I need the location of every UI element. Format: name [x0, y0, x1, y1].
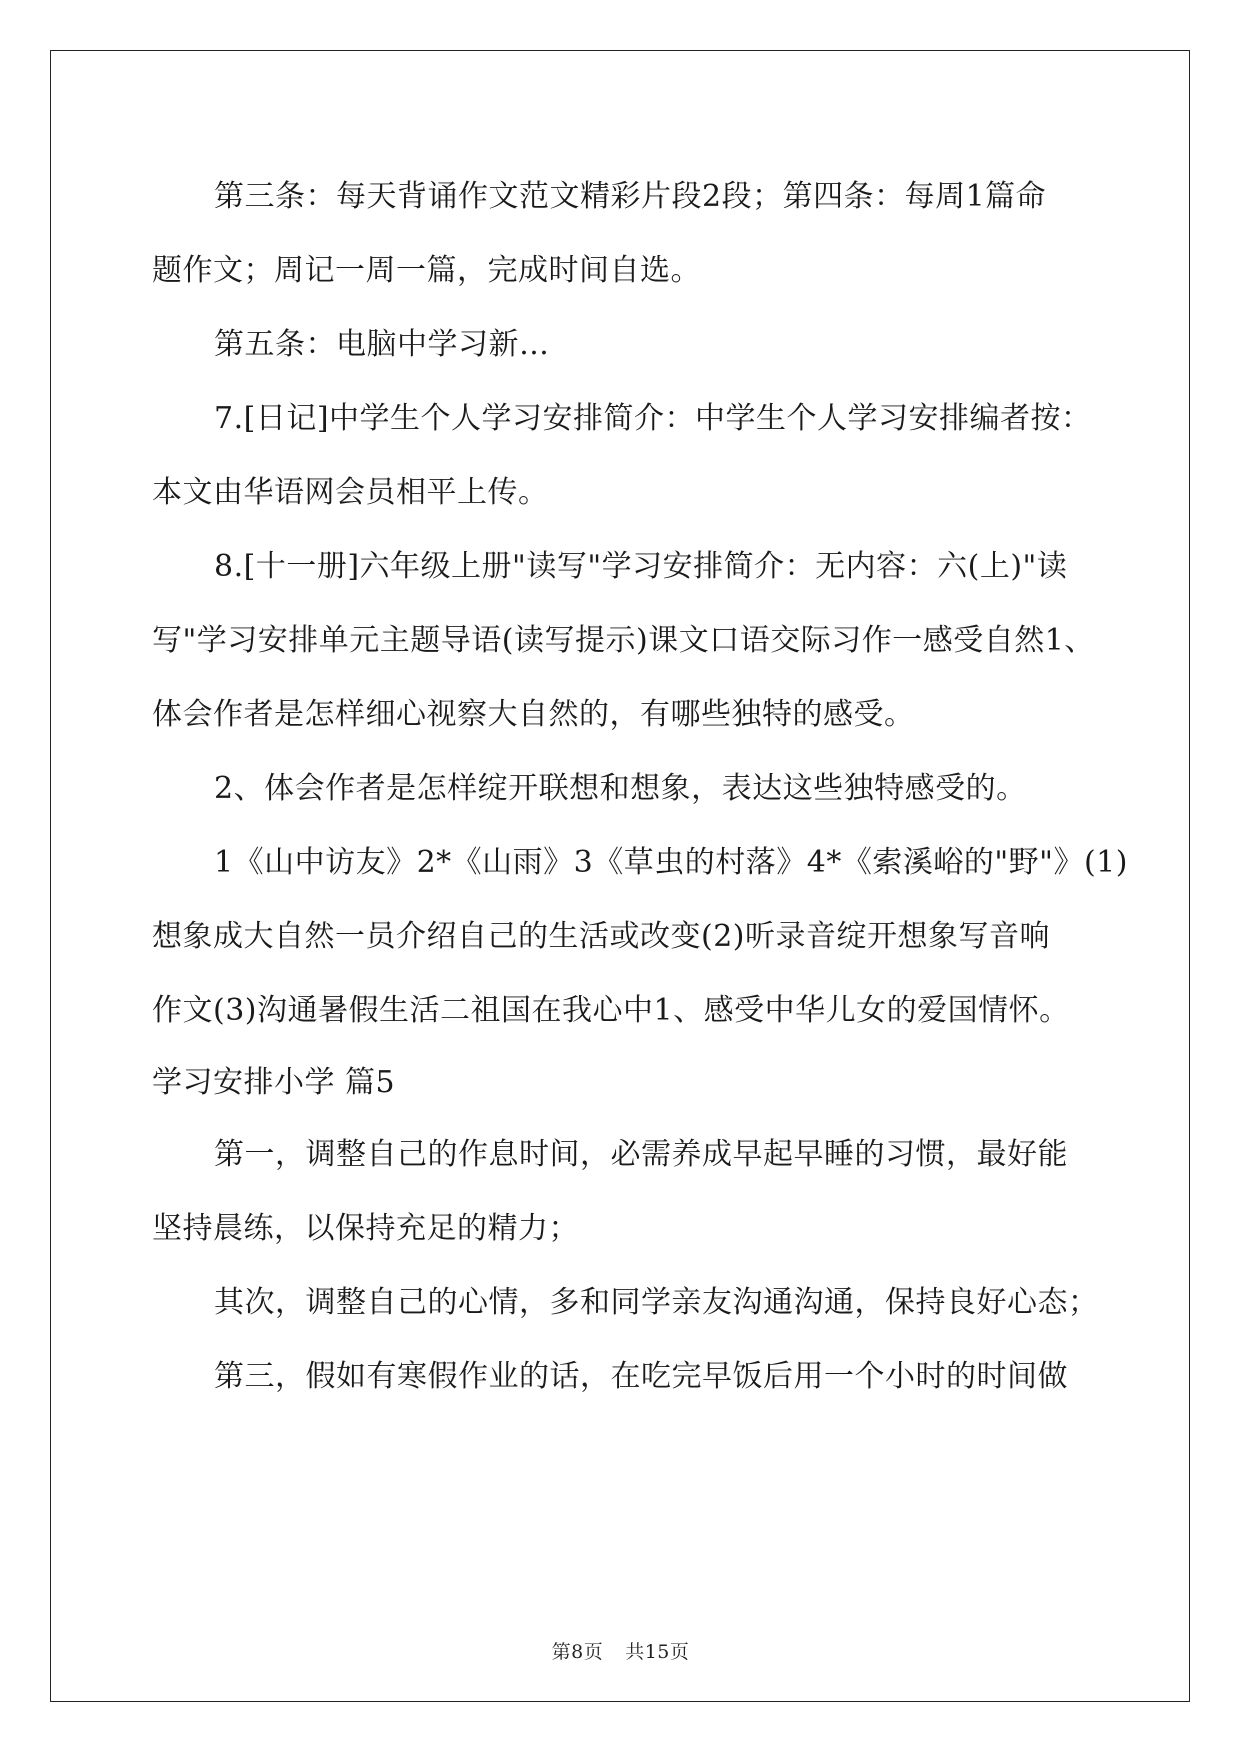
text-line: 2、体会作者是怎样绽开联想和想象，表达这些独特感受的。 [214, 771, 1027, 806]
text-line: 想象成大自然一员介绍自己的生活或改变(2)听录音绽开想象写音响 [152, 919, 1050, 954]
text-line: 1《山中访友》2*《山雨》3《草虫的村落》4*《索溪峪的"野"》(1) [214, 845, 1128, 880]
text-line: 写"学习安排单元主题导语(读写提示)课文口语交际习作一感受自然1、 [152, 623, 1095, 658]
page-footer [0, 1637, 1241, 1664]
text-line: 题作文；周记一周一篇，完成时间自选。 [152, 253, 701, 288]
text-line: 第三条：每天背诵作文范文精彩片段2段；第四条：每周1篇命 [214, 179, 1047, 214]
text-line: 坚持晨练，以保持充足的精力； [152, 1211, 579, 1246]
page-total: 共15页 [625, 1641, 690, 1663]
text-line: 7.[日记]中学生个人学习安排简介：中学生个人学习安排编者按： [214, 401, 1092, 436]
text-line: 第五条：电脑中学习新… [214, 327, 550, 362]
text-line: 其次，调整自己的心情，多和同学亲友沟通沟通，保持良好心态； [214, 1285, 1099, 1320]
text-line: 作文(3)沟通暑假生活二祖国在我心中1、感受中华儿女的爱国情怀。 [152, 993, 1070, 1028]
page-number: 第8页 [551, 1641, 604, 1663]
text-line: 体会作者是怎样细心视察大自然的，有哪些独特的感受。 [152, 697, 915, 732]
text-line: 第三，假如有寒假作业的话，在吃完早饭后用一个小时的时间做 [214, 1359, 1068, 1394]
document-body [152, 160, 1128, 1414]
text-line: 本文由华语网会员相平上传。 [152, 475, 549, 510]
text-line: 8.[十一册]六年级上册"读写"学习安排简介：无内容：六(上)"读 [214, 549, 1068, 584]
text-line: 第一，调整自己的作息时间，必需养成早起早睡的习惯，最好能 [214, 1137, 1068, 1172]
section-heading: 学习安排小学 篇5 [152, 1065, 396, 1100]
